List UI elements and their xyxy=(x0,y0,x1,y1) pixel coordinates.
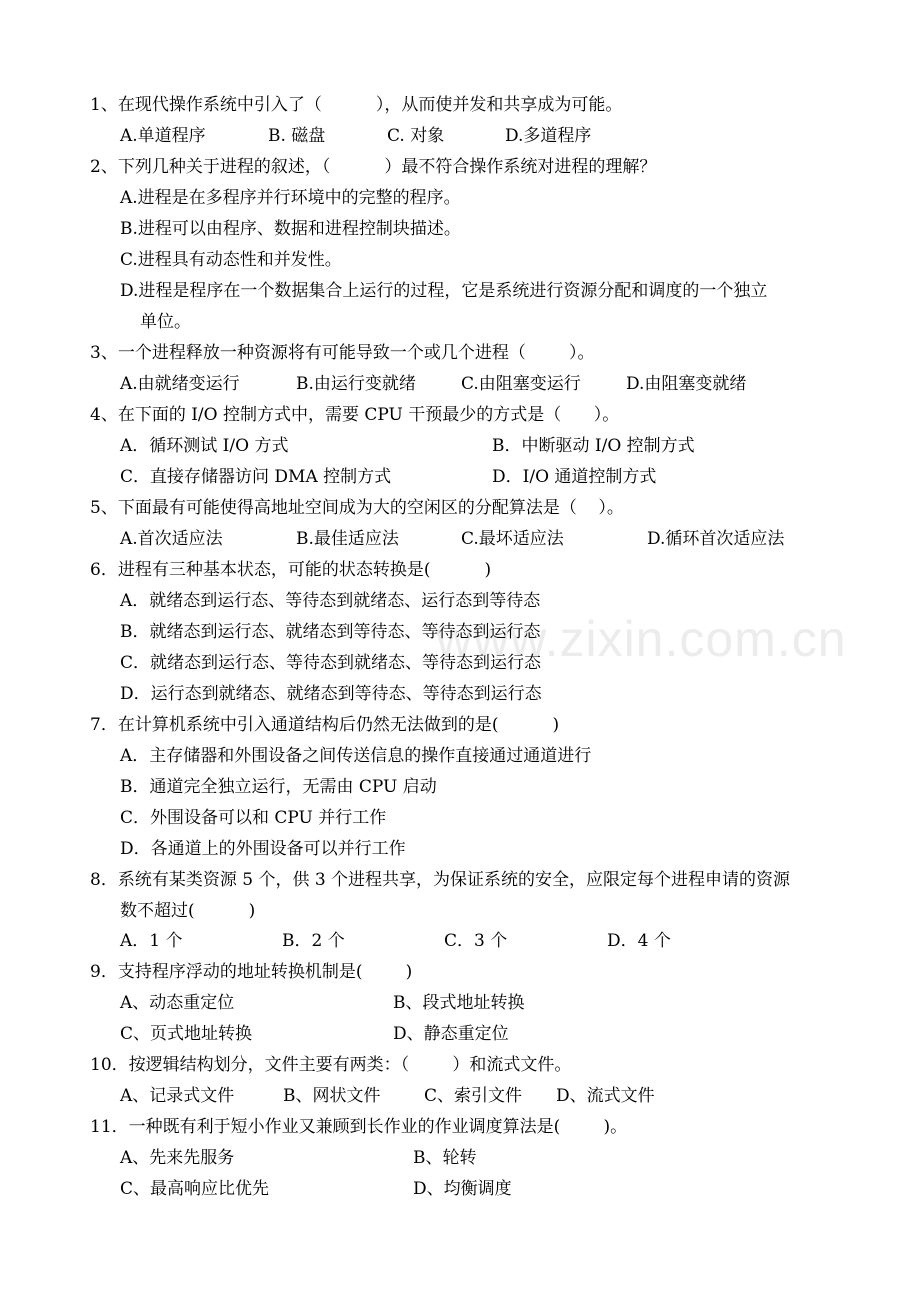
question-7-option-d: D．各通道上的外围设备可以并行工作 xyxy=(120,839,406,859)
question-3-option-d: D.由阻塞变就绪 xyxy=(626,374,747,394)
question-6-option-a: A．就绪态到运行态、等待态到就绪态、运行态到等待态 xyxy=(120,591,541,611)
question-7-option-b: B．通道完全独立运行，无需由 CPU 启动 xyxy=(120,777,437,797)
question-3-option-c: C.由阻塞变运行 xyxy=(461,374,581,394)
question-8-option-d: D．4 个 xyxy=(607,931,671,951)
question-2-option-d-cont: 单位。 xyxy=(140,312,191,332)
question-11-option-a: A、先来先服务 xyxy=(120,1148,235,1168)
question-11-option-c: C、最高响应比优先 xyxy=(120,1179,270,1199)
question-3-option-a: A.由就绪变运行 xyxy=(120,374,240,394)
question-9-stem: 9．支持程序浮动的地址转换机制是( ) xyxy=(90,962,413,982)
question-6-option-b: B．就绪态到运行态、就绪态到等待态、等待态到运行态 xyxy=(120,622,541,642)
question-11-option-b: B、轮转 xyxy=(413,1148,477,1168)
question-10-option-b: B、网状文件 xyxy=(283,1086,381,1106)
question-8-option-c: C．3 个 xyxy=(444,931,508,951)
question-10-option-a: A、记录式文件 xyxy=(120,1086,235,1106)
question-7-stem: 7．在计算机系统中引入通道结构后仍然无法做到的是( ) xyxy=(90,715,560,735)
question-4-option-c: C．直接存储器访问 DMA 控制方式 xyxy=(120,467,392,487)
question-1-option-b: B. 磁盘 xyxy=(268,126,326,146)
question-10-option-c: C、索引文件 xyxy=(424,1086,523,1106)
question-4-option-d: D．I/O 通道控制方式 xyxy=(492,467,657,487)
question-5-option-c: C.最坏适应法 xyxy=(461,529,564,549)
question-2-option-c: C.进程具有动态性和并发性。 xyxy=(120,250,342,270)
question-4-option-b: B．中断驱动 I/O 控制方式 xyxy=(492,436,695,456)
question-10-stem: 10．按逻辑结构划分，文件主要有两类：（ ）和流式文件。 xyxy=(90,1055,572,1075)
question-11-option-d: D、均衡调度 xyxy=(413,1179,512,1199)
question-2-option-d: D.进程是程序在一个数据集合上运行的过程，它是系统进行资源分配和调度的一个独立 xyxy=(120,281,768,301)
question-8-option-b: B．2 个 xyxy=(282,931,345,951)
question-5-option-a: A.首次适应法 xyxy=(120,529,223,549)
question-5-option-b: B.最佳适应法 xyxy=(296,529,399,549)
question-8-option-a: A．1 个 xyxy=(120,931,183,951)
question-5-stem: 5、下面最有可能使得高地址空间成为大的空闲区的分配算法是（ ）。 xyxy=(90,498,624,518)
question-7-option-a: A．主存储器和外围设备之间传送信息的操作直接通过通道进行 xyxy=(120,746,592,766)
question-9-option-b: B、段式地址转换 xyxy=(393,993,525,1013)
question-4-option-a: A．循环测试 I/O 方式 xyxy=(120,436,289,456)
watermark: www.zixin.com.cn xyxy=(436,611,847,667)
question-9-option-c: C、页式地址转换 xyxy=(120,1024,253,1044)
question-2-stem: 2、下列几种关于进程的叙述，（ ）最不符合操作系统对进程的理解？ xyxy=(90,157,657,177)
question-1-option-c: C. 对象 xyxy=(387,126,445,146)
question-1-option-a: A.单道程序 xyxy=(120,126,206,146)
question-8-stem: 8．系统有某类资源 5 个，供 3 个进程共享，为保证系统的安全，应限定每个进程申请的资源 xyxy=(90,870,791,890)
question-9-option-d: D、静态重定位 xyxy=(393,1024,509,1044)
question-2-option-a: A.进程是在多程序并行环境中的完整的程序。 xyxy=(120,188,461,208)
question-6-option-d: D．运行态到就绪态、就绪态到等待态、等待态到运行态 xyxy=(120,684,542,704)
question-3-stem: 3、一个进程释放一种资源将有可能导致一个或几个进程（ ）。 xyxy=(90,343,595,363)
question-7-option-c: C．外围设备可以和 CPU 并行工作 xyxy=(120,808,387,828)
question-5-option-d: D.循环首次适应法 xyxy=(647,529,785,549)
question-6-stem: 6．进程有三种基本状态，可能的状态转换是( ) xyxy=(90,560,492,580)
question-1-stem: 1、在现代操作系统中引入了（ ），从而使并发和共享成为可能。 xyxy=(90,95,623,115)
question-10-option-d: D、流式文件 xyxy=(556,1086,655,1106)
question-2-option-b: B.进程可以由程序、数据和进程控制块描述。 xyxy=(120,219,461,239)
question-9-option-a: A、动态重定位 xyxy=(120,993,235,1013)
question-11-stem: 11．一种既有利于短小作业又兼顾到长作业的作业调度算法是( )。 xyxy=(90,1117,628,1137)
question-6-option-c: C．就绪态到运行态、等待态到就绪态、等待态到运行态 xyxy=(120,653,542,673)
question-1-option-d: D.多道程序 xyxy=(505,126,592,146)
question-4-stem: 4、在下面的 I/O 控制方式中，需要 CPU 干预最少的方式是（ ）。 xyxy=(90,405,620,425)
question-3-option-b: B.由运行变就绪 xyxy=(296,374,416,394)
question-8-stem-cont: 数不超过( ) xyxy=(120,901,256,921)
